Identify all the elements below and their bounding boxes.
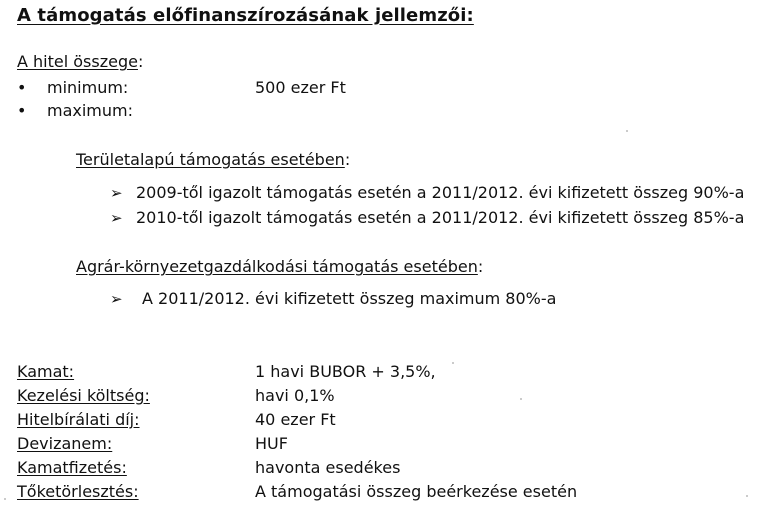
term-value-toketorlesztes: A támogatási összeg beérkezése esetén (255, 482, 578, 501)
term-label-toketorlesztes: Tőketörlesztés: (17, 482, 139, 501)
term-label-hitelbiralati-dij: Hitelbírálati díj: (17, 410, 140, 429)
scan-speck (4, 498, 6, 500)
scan-speck (746, 495, 748, 497)
area-support-item: 2009-től igazolt támogatás esetén a 2011/2012. évi kifizetett összeg 90%-a (136, 183, 745, 202)
loan-amount-heading: A hitel összege (17, 52, 138, 71)
scan-speck (452, 362, 454, 364)
arrow-bullet-icon: ➢ (110, 290, 123, 308)
term-value-kezelesi-koltseg: havi 0,1% (255, 386, 335, 405)
agri-env-heading-colon: : (477, 257, 484, 276)
term-value-devizanem: HUF (255, 434, 288, 453)
term-label-kamat: Kamat: (17, 362, 75, 381)
term-label-kamatfizetes: Kamatfizetés: (17, 458, 127, 477)
term-value-kamatfizetes: havonta esedékes (255, 458, 401, 477)
arrow-bullet-icon: ➢ (110, 209, 123, 227)
scan-speck (520, 398, 522, 400)
area-support-heading-colon: : (344, 150, 351, 169)
term-label-kezelesi-koltseg: Kezelési költség: (17, 386, 150, 405)
bullet-icon: • (17, 78, 27, 97)
loan-minimum-value: 500 ezer Ft (255, 78, 346, 97)
area-support-item: 2010-től igazolt támogatás esetén a 2011/2012. évi kifizetett összeg 85%-a (136, 208, 745, 227)
scan-speck (626, 130, 628, 132)
loan-amount-heading-line (17, 52, 143, 72)
loan-amount-heading-colon: : (137, 52, 144, 71)
loan-maximum-label: maximum: (47, 101, 134, 120)
loan-minimum-label: minimum: (47, 78, 129, 97)
agri-env-item: A 2011/2012. évi kifizetett összeg maximum 80%-a (142, 289, 557, 308)
agri-env-heading-line (76, 257, 483, 277)
arrow-bullet-icon: ➢ (110, 184, 123, 202)
agri-env-heading: Agrár-környezetgazdálkodási támogatás esetében (76, 257, 478, 276)
area-support-heading-line (76, 150, 350, 170)
area-support-heading: Területalapú támogatás esetében (76, 150, 345, 169)
term-value-kamat: 1 havi BUBOR + 3,5%, (255, 362, 436, 381)
document-title: A támogatás előfinanszírozásának jellemzői: (17, 5, 474, 26)
term-label-devizanem: Devizanem: (17, 434, 113, 453)
bullet-icon: • (17, 101, 27, 120)
term-value-hitelbiralati-dij: 40 ezer Ft (255, 410, 336, 429)
